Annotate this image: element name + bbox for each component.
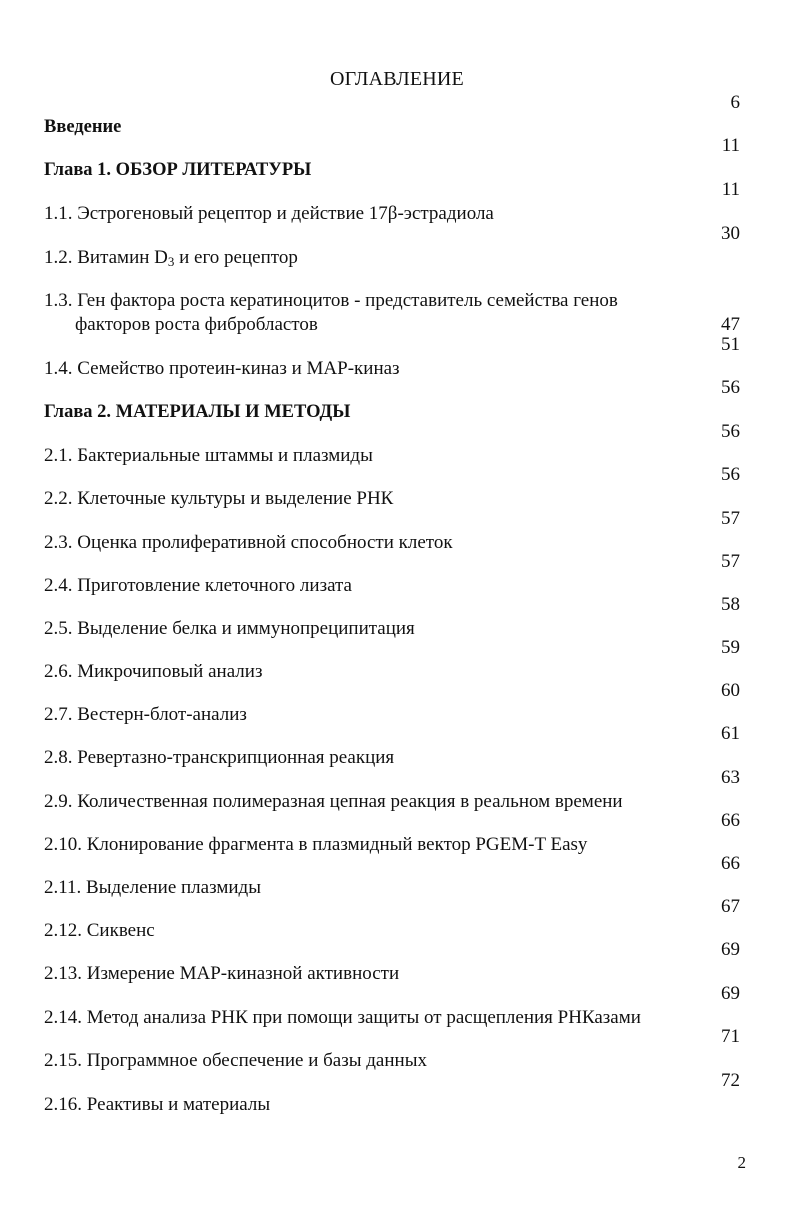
page-number: 2 <box>737 1153 746 1172</box>
toc-entry-label: 2.14. Метод анализа РНК при помощи защиты от расщепления РНКазами <box>44 1007 641 1028</box>
toc-entry-page: 63 <box>721 767 740 788</box>
toc-entry-label: Введение <box>44 117 122 137</box>
toc-entry-label: 1.1. Эстрогеновый рецептор и действие 17β-эстрадиола <box>44 203 494 224</box>
toc-entry-page: 11 <box>721 135 740 156</box>
toc-entry-label: 2.9. Количественная полимеразная цепная реакция в реальном времени <box>44 791 623 812</box>
toc-entry-label: 2.3. Оценка пролиферативной способности клеток <box>44 532 453 553</box>
toc-entry-label: 2.7. Вестерн-блот-анализ <box>44 704 247 725</box>
toc-entry-page: 59 <box>721 637 740 658</box>
toc-entry-label: 2.1. Бактериальные штаммы и плазмиды <box>44 445 373 466</box>
toc-entry-page: 61 <box>721 723 740 744</box>
subscript-text: 3 <box>167 254 175 269</box>
toc-entry-page: 66 <box>721 810 740 831</box>
toc-entry-page: 69 <box>721 983 740 1004</box>
toc-entry-label: 2.6. Микрочиповый анализ <box>44 661 263 682</box>
toc-entry-page: 47 <box>721 314 740 335</box>
toc-entry-label: Глава 2. МАТЕРИАЛЫ И МЕТОДЫ <box>44 402 351 422</box>
toc-entry-page: 30 <box>721 223 740 244</box>
toc-entry-label-line1: 1.3. Ген фактора роста кератиноцитов - представитель семейства генов <box>44 290 618 311</box>
toc-entry-label: 2.16. Реактивы и материалы <box>44 1094 271 1115</box>
toc-entry-page: 6 <box>730 92 740 113</box>
page-title: ОГЛАВЛЕНИЕ <box>330 68 464 90</box>
toc-entry-label: 2.11. Выделение плазмиды <box>44 877 261 898</box>
toc-entry-label: 2.2. Клеточные культуры и выделение РНК <box>44 488 394 509</box>
toc-entry-page: 69 <box>721 939 740 960</box>
toc-entry-label: 2.5. Выделение белка и иммунопреципитация <box>44 618 415 639</box>
toc-entry-label: 2.10. Клонирование фрагмента в плазмидный вектор PGEM-T Easy <box>44 834 588 855</box>
toc-entry-label-main: 1.2. Витамин D <box>44 247 168 268</box>
toc-entry-label: 2.12. Сиквенс <box>44 920 155 941</box>
toc-entry-label <box>44 289 618 337</box>
toc-entry-label <box>44 246 298 274</box>
toc-entry-page: 72 <box>721 1070 740 1091</box>
toc-entry-label: 2.13. Измерение МАР-киназной активности <box>44 963 400 984</box>
toc-entry-page: 56 <box>721 377 740 398</box>
toc-entry-page: 66 <box>721 853 740 874</box>
toc-entry-page: 51 <box>721 334 740 355</box>
toc-entry-page: 57 <box>721 508 740 529</box>
toc-entry-page: 56 <box>721 464 740 485</box>
toc-entry-label: 2.4. Приготовление клеточного лизата <box>44 575 352 596</box>
toc-entry-label: 1.4. Семейство протеин-киназ и МАР-киназ <box>44 358 400 379</box>
toc-entry-page: 60 <box>721 680 740 701</box>
toc-entry-page: 67 <box>721 896 740 917</box>
toc-entry-page: 57 <box>721 551 740 572</box>
toc-entry-page: 58 <box>721 594 740 615</box>
toc-entry-label: 2.15. Программное обеспечение и базы данных <box>44 1050 427 1071</box>
toc-entry-1-3[interactable] <box>44 289 744 337</box>
toc-entry-label: 2.8. Ревертазно-транскрипционная реакция <box>44 747 395 768</box>
toc-entry-label-line2: факторов роста фибробластов <box>75 314 318 335</box>
toc-entry-page: 56 <box>721 421 740 442</box>
toc-entry-label: Глава 1. ОБЗОР ЛИТЕРАТУРЫ <box>44 160 312 180</box>
toc-entry-page: 11 <box>721 179 740 200</box>
toc-entry-page: 71 <box>721 1026 740 1047</box>
toc-entry-label-tail: и его рецептор <box>174 247 298 268</box>
